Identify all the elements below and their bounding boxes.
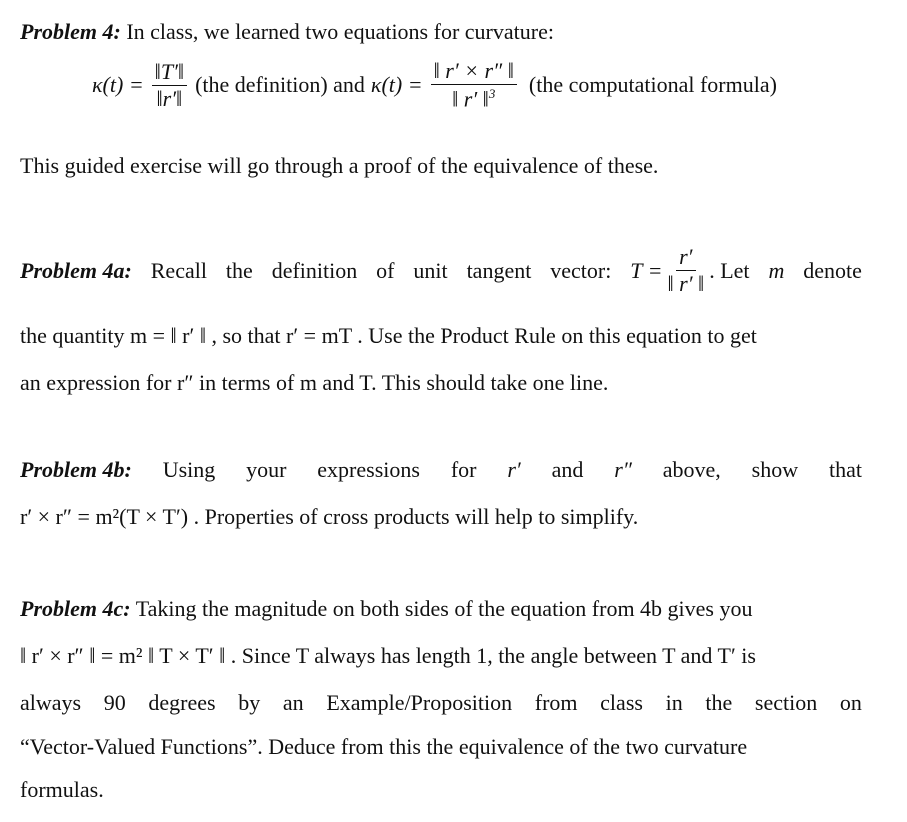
problem-4c-word: class (600, 690, 643, 715)
computational-label: (the computational formula) (528, 72, 777, 98)
problem-4c-word: the (705, 690, 733, 715)
m-variable: m (768, 257, 785, 283)
problem-4a-word: unit (413, 257, 448, 283)
problem-4c-word: Example/Proposition (326, 690, 513, 715)
problem-4c-text: Taking the magnitude on both sides of the equation from 4b gives you (135, 596, 753, 621)
kappa-left: κ(t) = (92, 72, 144, 98)
problem-4b-line-1 (20, 459, 862, 481)
problem-4b-word: r′ (507, 457, 521, 482)
problem-4a-word: the (225, 257, 253, 283)
problem-4b-word: expressions (317, 457, 420, 482)
problem-4-outro: This guided exercise will go through a proof of the equivalence of these. (20, 153, 659, 178)
problem-4c-word: on (839, 690, 862, 715)
problem-4a-word: of (376, 257, 395, 283)
problem-4b-heading: Problem 4b: (20, 457, 132, 482)
curvature-equations (92, 60, 777, 110)
unit-tangent-fraction (664, 246, 707, 295)
problem-4c-word: an (282, 690, 304, 715)
problem-4c-line-5: formulas. (20, 777, 104, 802)
unit-tangent-after: . Let (709, 257, 750, 283)
problem-4-heading: Problem 4: (20, 19, 121, 44)
problem-4a-word: vector: (550, 257, 612, 283)
computational-denominator-exponent: 3 (488, 86, 496, 101)
problem-4c-word: degrees (148, 690, 216, 715)
kappa-right: κ(t) = (370, 72, 423, 98)
problem-4c-word: always (20, 690, 82, 715)
problem-4a-line-1 (20, 246, 862, 295)
definition-fraction (152, 58, 187, 111)
problem-4c-line-3 (20, 692, 862, 714)
definition-numerator: ‖T′‖ (152, 61, 187, 86)
problem-4c-word: by (238, 690, 261, 715)
unit-tangent-lhs: T = (630, 257, 663, 283)
problem-4c-line-4: “Vector-Valued Functions”. Deduce from this the equivalence of the two curvature (20, 734, 748, 759)
problem-4c-heading: Problem 4c: (20, 596, 131, 621)
unit-tangent-denominator: ‖ r′ ‖ (667, 271, 705, 296)
problem-4-intro: In class, we learned two equations for curvature: (126, 19, 554, 44)
problem-4b-word: above, (662, 457, 721, 482)
problem-4c-word: from (534, 690, 578, 715)
problem-4a-word: Recall (150, 257, 207, 283)
problem-4a-line-2: the quantity m = ‖ r′ ‖ , so that r′ = mT . Use the Product Rule on this equation to get (20, 323, 757, 348)
computational-numerator: ‖ r′ × r″ ‖ (431, 60, 517, 85)
problem-4a-word: tangent (466, 257, 532, 283)
problem-4b-line-2: r′ × r″ = m²(T × T′) . Properties of cross products will help to simplify. (20, 504, 639, 529)
problem-4b-word: r″ (614, 457, 632, 482)
problem-4b-word: your (246, 457, 287, 482)
problem-4b-word: show (751, 457, 799, 482)
definition-label: (the definition) and (195, 72, 365, 98)
problem-4b-word: for (450, 457, 477, 482)
unit-tangent-formula (630, 246, 749, 295)
problem-4b-word: that (828, 457, 862, 482)
computational-fraction (431, 60, 517, 110)
denote-word: denote (803, 257, 862, 283)
problem-4c-word: in (665, 690, 683, 715)
problem-4-line (20, 21, 554, 43)
problem-4a-heading: Problem 4a: (20, 257, 132, 283)
computational-denominator-base: ‖ r′ ‖ (452, 86, 489, 112)
definition-denominator: ‖r′‖ (156, 85, 183, 111)
problem-4a-line-3: an expression for r″ in terms of m and T. This should take one line. (20, 370, 609, 395)
problem-4c-word: section (754, 690, 818, 715)
problem-4a-word: definition (271, 257, 358, 283)
problem-4b-word: Using (162, 457, 216, 482)
problem-4c-line-1 (20, 598, 753, 620)
problem-4b-word: and (551, 457, 584, 482)
computational-denominator (449, 85, 498, 110)
unit-tangent-numerator: r′ (676, 246, 695, 271)
problem-4c-line-2: ‖ r′ × r″ ‖ = m² ‖ T × T′ ‖ . Since T always has length 1, the angle between T and T′ is (20, 643, 756, 668)
problem-4c-word: 90 (103, 690, 126, 715)
